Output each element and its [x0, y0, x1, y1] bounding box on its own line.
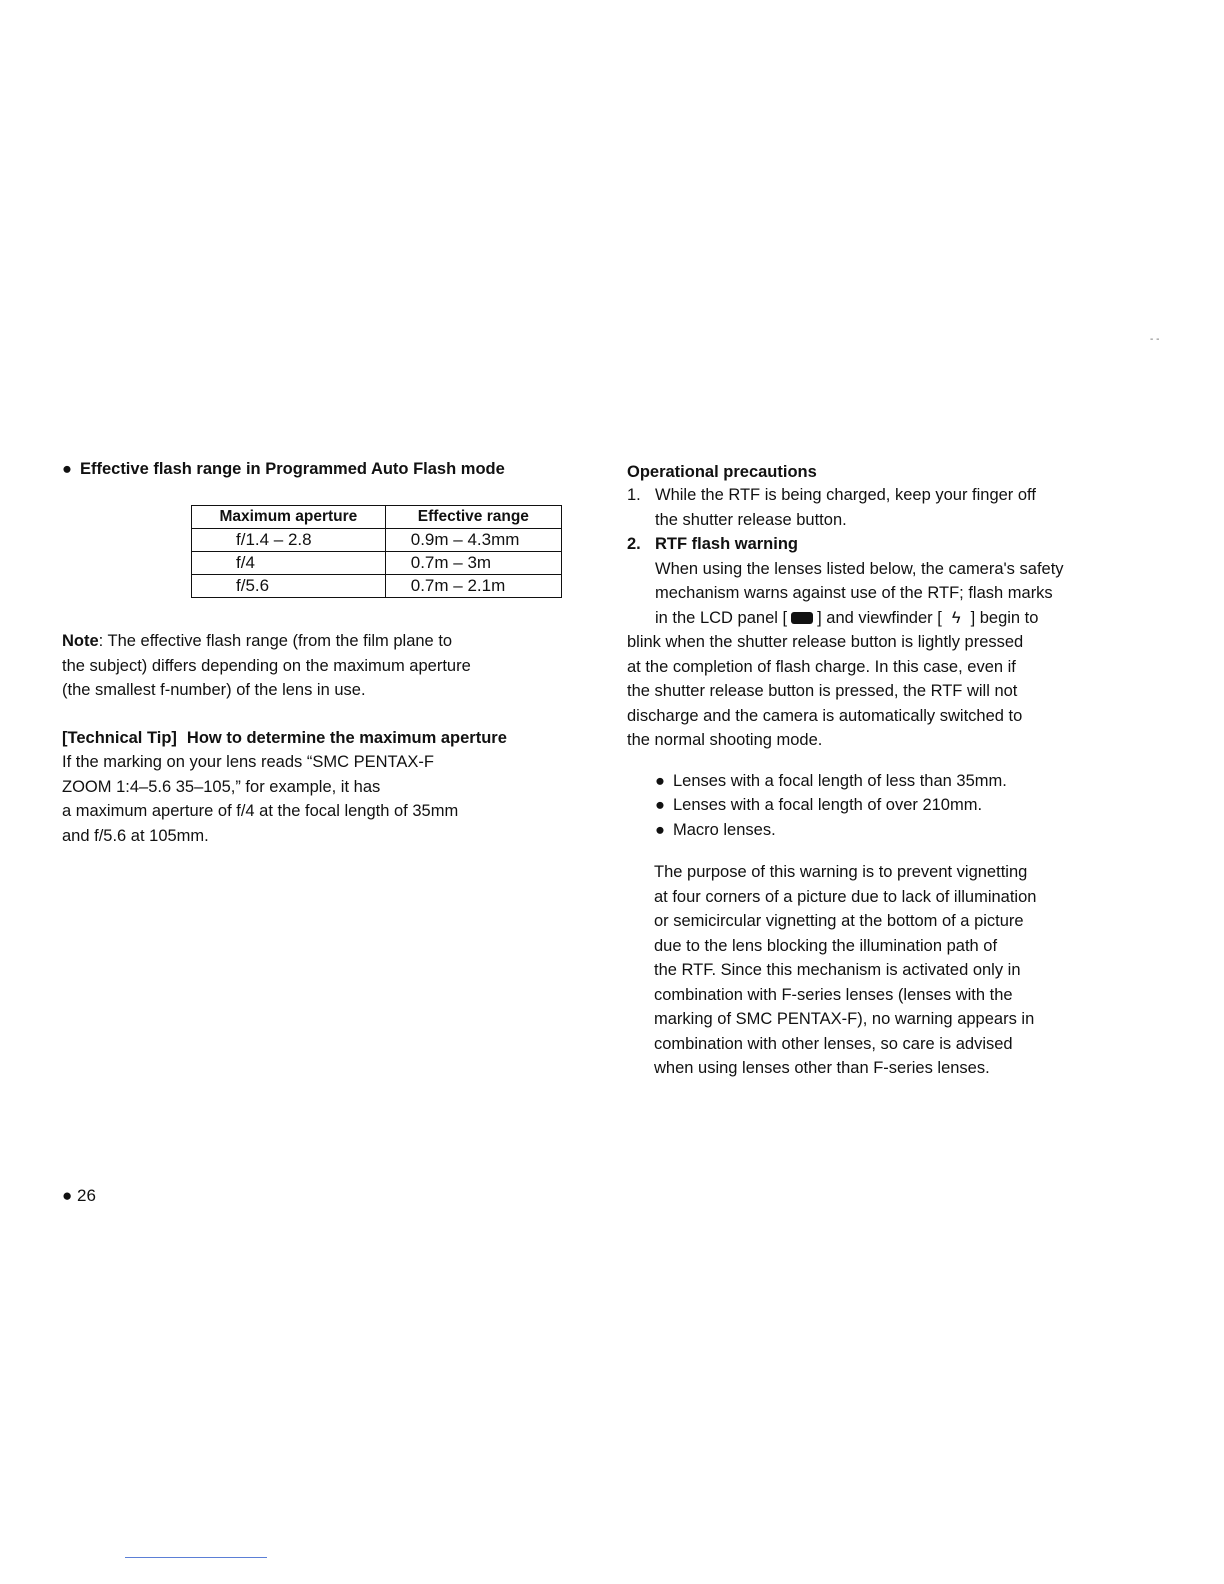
lcd-flash-mark-icon: [791, 612, 813, 624]
item-2-continuation: [627, 630, 1167, 753]
footer-rule: [125, 1557, 267, 1558]
table-cell: 0.7m – 3m: [385, 552, 561, 575]
viewfinder-flash-icon: ϟ: [951, 608, 961, 627]
purpose-line: when using lenses other than F-series lenses.: [654, 1059, 990, 1077]
item-line: at the completion of flash charge. In this case, even if: [627, 657, 1016, 676]
item-line: While the RTF is being charged, keep your finger off: [655, 486, 1036, 504]
bullet-icon: ●: [655, 771, 665, 790]
list-item-text: Lenses with a focal length of over 210mm.: [672, 796, 983, 814]
purpose-line: The purpose of this warning is to prevent vignetting: [654, 863, 1028, 881]
item-number: 1.: [627, 486, 641, 504]
table-cell: f/1.4 – 2.8: [192, 529, 386, 552]
purpose-line: or semicircular vignetting at the bottom of a picture: [654, 912, 1024, 930]
bullet-icon: ●: [62, 460, 72, 478]
bullet-icon: ●: [62, 1186, 73, 1205]
item-number: 2.: [627, 535, 641, 553]
list-item-text: Lenses with a focal length of less than 35mm.: [672, 771, 1007, 790]
item-line: the shutter release button.: [655, 510, 847, 529]
item-body: [655, 532, 1167, 630]
item-body: [655, 483, 1167, 532]
note-line: (the smallest f-number) of the lens in use.: [62, 681, 366, 699]
operational-precautions-heading: Operational precautions: [627, 463, 817, 481]
note-paragraph: [62, 629, 562, 703]
line-segment: in the LCD panel [: [655, 608, 788, 627]
tip-line: and f/5.6 at 105mm.: [62, 826, 209, 845]
note-line: the subject) differs depending on the maximum aperture: [62, 656, 471, 675]
table-cell: 0.9m – 4.3mm: [385, 529, 561, 552]
technical-tip: [62, 726, 562, 849]
page-number: [62, 1186, 96, 1206]
line-segment: ] and viewfinder [: [817, 608, 942, 627]
table-row: [192, 529, 562, 552]
tip-line: a maximum aperture of f/4 at the focal length of 35mm: [62, 802, 459, 820]
table-cell: 0.7m – 2.1m: [385, 575, 561, 598]
tip-label: [Technical Tip]: [62, 728, 177, 747]
item-line: [655, 609, 1038, 627]
precaution-item-2: [627, 532, 1167, 630]
right-column: [627, 461, 1167, 1081]
tip-title: How to determine the maximum aperture: [186, 728, 507, 747]
table-header-aperture: Maximum aperture: [192, 506, 386, 529]
flash-range-table: [191, 505, 562, 598]
purpose-line: marking of SMC PENTAX-F), no warning appears in: [654, 1010, 1035, 1028]
bullet-icon: ●: [655, 796, 665, 814]
table-cell: f/4: [192, 552, 386, 575]
table-row: [192, 575, 562, 598]
bullet-icon: ●: [655, 820, 665, 839]
item-line: the shutter release button is pressed, the RTF will not: [627, 682, 1018, 700]
purpose-line: combination with F-series lenses (lenses with the: [654, 985, 1013, 1004]
tip-line: ZOOM 1:4–5.6 35–105,” for example, it has: [62, 777, 381, 796]
table-header-range: Effective range: [385, 506, 561, 529]
note-line: : The effective flash range (from the film plane to: [98, 632, 453, 650]
item-title: RTF flash warning: [655, 535, 799, 553]
corner-dashes: - -: [1150, 334, 1160, 345]
purpose-line: the RTF. Since this mechanism is activated only in: [654, 961, 1021, 979]
list-item-text: Macro lenses.: [672, 820, 776, 839]
table-cell: f/5.6: [192, 575, 386, 598]
page-number-text: 26: [77, 1186, 96, 1205]
flash-range-heading-text: Effective flash range in Programmed Auto Flash mode: [79, 460, 505, 478]
flash-range-heading: [62, 458, 562, 480]
purpose-line: due to the lens blocking the illumination path of: [654, 936, 998, 955]
list-item: [655, 818, 1167, 843]
item-line: blink when the shutter release button is lightly pressed: [627, 633, 1024, 651]
note-label: Note: [62, 632, 99, 650]
table-row: [192, 552, 562, 575]
list-item: [655, 769, 1167, 794]
purpose-line: at four corners of a picture due to lack of illumination: [654, 887, 1037, 906]
left-column: [62, 458, 562, 848]
table-header-row: [192, 506, 562, 529]
item-line: discharge and the camera is automatically switched to: [627, 706, 1023, 725]
list-item: [655, 793, 1167, 818]
purpose-paragraph: [654, 860, 1144, 1081]
item-line: mechanism warns against use of the RTF; flash marks: [655, 584, 1053, 602]
line-segment: ] begin to: [970, 608, 1039, 627]
lens-list: [655, 769, 1167, 843]
item-line: the normal shooting mode.: [627, 731, 823, 749]
tip-line: If the marking on your lens reads “SMC PENTAX-F: [62, 753, 434, 771]
item-line: When using the lenses listed below, the camera's safety: [655, 559, 1064, 578]
precaution-item-1: [627, 483, 1167, 532]
purpose-line: combination with other lenses, so care is advised: [654, 1034, 1013, 1053]
